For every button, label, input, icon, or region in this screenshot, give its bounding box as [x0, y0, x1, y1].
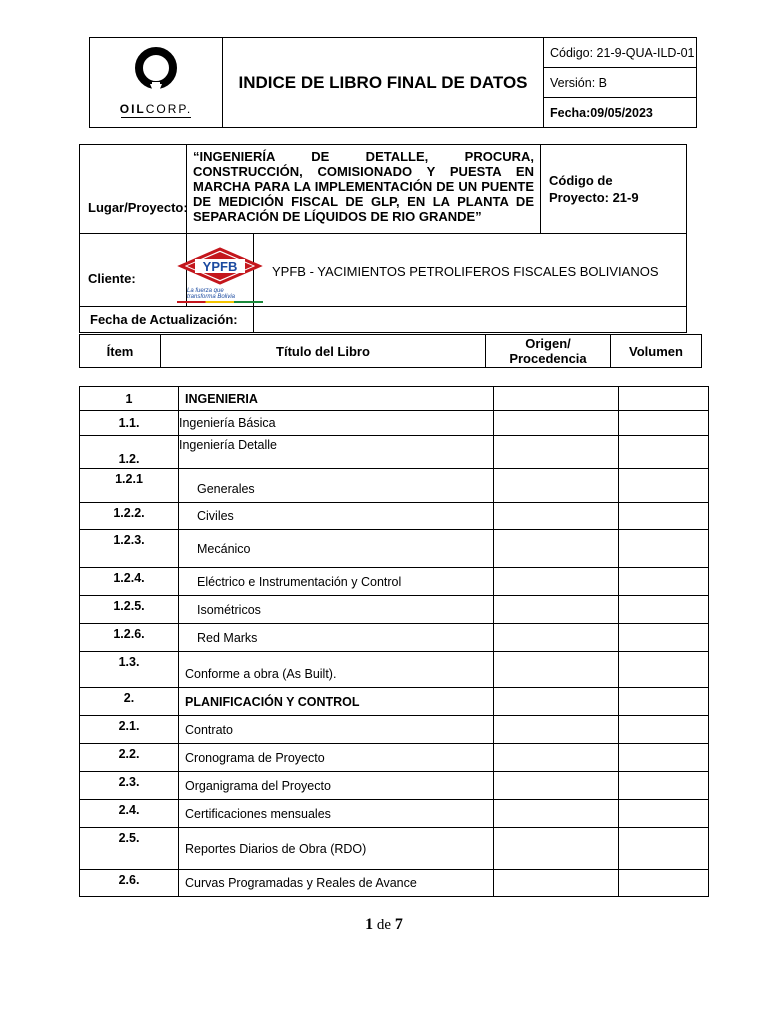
row-volumen — [619, 828, 709, 870]
table-row — [80, 436, 709, 469]
row-title: Isométricos — [179, 596, 494, 624]
row-title: Ingeniería Básica — [179, 411, 494, 436]
document-title: INDICE DE LIBRO FINAL DE DATOS — [223, 38, 544, 128]
row-item: 1.2.6. — [80, 624, 179, 652]
table-row — [80, 800, 709, 828]
ypfb-logo-text: YPFB — [202, 258, 238, 274]
row-item: 1.2.5. — [80, 596, 179, 624]
row-origen — [494, 568, 619, 596]
oilcorp-ring-icon — [132, 46, 180, 100]
client-name: YPFB - YACIMIENTOS PETROLIFEROS FISCALES BOLIVIANOS — [254, 234, 687, 307]
row-origen — [494, 624, 619, 652]
table-row — [80, 411, 709, 436]
col-origen: Origen/ Procedencia — [486, 335, 611, 368]
row-item: 1.2.2. — [80, 503, 179, 530]
row-item: 1.3. — [80, 652, 179, 688]
row-item: 1.2.1 — [80, 469, 179, 503]
row-title: Conforme a obra (As Built). — [179, 652, 494, 688]
row-origen — [494, 800, 619, 828]
ypfb-tricolor-bar — [177, 301, 263, 303]
row-item: 2.6. — [80, 870, 179, 897]
oilcorp-logo — [90, 46, 222, 120]
row-volumen — [619, 411, 709, 436]
table-row — [80, 744, 709, 772]
brand-underline — [121, 117, 191, 120]
total-pages: 7 — [394, 916, 403, 933]
project-code-line1: Código de — [549, 173, 613, 188]
current-page: 1 — [365, 916, 374, 933]
row-volumen — [619, 688, 709, 716]
table-row — [80, 568, 709, 596]
row-volumen — [619, 387, 709, 411]
document-date: Fecha:09/05/2023 — [544, 98, 697, 128]
page-of: de — [376, 917, 392, 933]
row-item: 2. — [80, 688, 179, 716]
row-title: Red Marks — [179, 624, 494, 652]
row-title: Contrato — [179, 716, 494, 744]
row-origen — [494, 530, 619, 568]
table-row — [80, 624, 709, 652]
row-title: Ingeniería Detalle — [179, 436, 494, 469]
row-item: 2.2. — [80, 744, 179, 772]
row-origen — [494, 411, 619, 436]
project-info-table — [79, 144, 687, 333]
row-volumen — [619, 652, 709, 688]
document-header — [89, 37, 697, 128]
row-title: Reportes Diarios de Obra (RDO) — [179, 828, 494, 870]
row-title: Civiles — [179, 503, 494, 530]
row-title: Eléctrico e Instrumentación y Control — [179, 568, 494, 596]
row-title: Mecánico — [179, 530, 494, 568]
col-volumen: Volumen — [611, 335, 702, 368]
row-volumen — [619, 744, 709, 772]
column-header-table — [79, 334, 702, 368]
table-row — [80, 870, 709, 897]
company-logo-cell — [90, 38, 223, 128]
project-code — [541, 145, 687, 234]
row-item: 2.5. — [80, 828, 179, 870]
row-origen — [494, 870, 619, 897]
row-volumen — [619, 530, 709, 568]
row-volumen — [619, 469, 709, 503]
table-row — [80, 688, 709, 716]
table-row — [80, 652, 709, 688]
project-description: “INGENIERÍA DE DETALLE, PROCURA, CONSTRUCCIÓN, COMISIONADO Y PUESTA EN MARCHA PARA LA IMPLEMENTACIÓN DE UN PUENTE DE MEDICIÓN FISCAL DE GLP, EN LA PLANTA DE SEPARACIÓN DE LÍQUIDOS DE RIO GRANDE” — [187, 145, 541, 234]
table-row — [80, 716, 709, 744]
row-origen — [494, 652, 619, 688]
row-item: 2.1. — [80, 716, 179, 744]
row-origen — [494, 828, 619, 870]
row-origen — [494, 688, 619, 716]
table-row — [80, 772, 709, 800]
ypfb-slogan: La fuerza que transforma Bolivia — [187, 287, 236, 300]
row-volumen — [619, 624, 709, 652]
index-table — [79, 386, 709, 897]
row-origen — [494, 436, 619, 469]
ypfb-emblem-icon — [177, 246, 263, 286]
row-volumen — [619, 870, 709, 897]
project-code-line2: Proyecto: 21-9 — [549, 190, 639, 205]
row-item: 1.2. — [80, 436, 179, 469]
row-origen — [494, 596, 619, 624]
row-item: 2.4. — [80, 800, 179, 828]
row-item: 1.1. — [80, 411, 179, 436]
document-version: Versión: B — [544, 68, 697, 98]
cliente-label: Cliente: — [80, 234, 187, 307]
row-volumen — [619, 772, 709, 800]
row-title: INGENIERIA — [179, 387, 494, 411]
document-code: Código: 21-9-QUA-ILD-01 — [544, 38, 697, 68]
row-origen — [494, 744, 619, 772]
lugar-label: Lugar/Proyecto: — [80, 145, 187, 234]
row-item: 1.2.3. — [80, 530, 179, 568]
fecha-actualizacion-label: Fecha de Actualización: — [80, 307, 254, 333]
row-origen — [494, 716, 619, 744]
table-row — [80, 530, 709, 568]
client-logo-cell — [187, 234, 254, 307]
row-origen — [494, 503, 619, 530]
col-titulo: Título del Libro — [161, 335, 486, 368]
row-item: 1.2.4. — [80, 568, 179, 596]
table-row — [80, 387, 709, 411]
row-item: 1 — [80, 387, 179, 411]
row-volumen — [619, 596, 709, 624]
row-title: Cronograma de Proyecto — [179, 744, 494, 772]
row-volumen — [619, 800, 709, 828]
brand-name: OILCORP. — [119, 101, 193, 116]
row-title: Curvas Programadas y Reales de Avance — [179, 870, 494, 897]
row-volumen — [619, 436, 709, 469]
row-title: PLANIFICACIÓN Y CONTROL — [179, 688, 494, 716]
row-volumen — [619, 568, 709, 596]
row-origen — [494, 772, 619, 800]
row-item: 2.3. — [80, 772, 179, 800]
row-title: Certificaciones mensuales — [179, 800, 494, 828]
table-row — [80, 469, 709, 503]
table-row — [80, 503, 709, 530]
ypfb-logo — [187, 238, 253, 303]
row-title: Generales — [179, 469, 494, 503]
table-row — [80, 828, 709, 870]
table-row — [80, 596, 709, 624]
row-origen — [494, 387, 619, 411]
row-volumen — [619, 716, 709, 744]
col-item: Ítem — [80, 335, 161, 368]
fecha-actualizacion-value — [254, 307, 687, 333]
page-number — [0, 916, 768, 934]
row-title: Organigrama del Proyecto — [179, 772, 494, 800]
row-origen — [494, 469, 619, 503]
row-volumen — [619, 503, 709, 530]
